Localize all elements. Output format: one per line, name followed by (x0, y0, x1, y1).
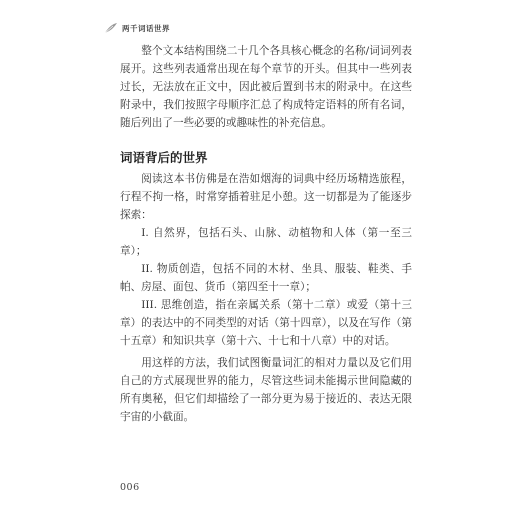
section-paragraph-2: 用这样的方法，我们试图衡量词汇的相对力量以及它们用自己的方式展现世界的能力，尽管这些词未能揭示世间隐藏的所有奥秘，但它们却描绘了一部分更为易于接近的、表达无限宇宙的小截面。 (120, 357, 412, 423)
section-heading: 词语背后的世界 (120, 150, 208, 165)
list-item-thought: III. 思维创造，指在亲属关系（第十二章）或爱（第十三章）的表达中的不同类型的对话（第十四章），以及在写作（第十五章）和知识共享（第十六、十七和十八章）中的对话。 (120, 299, 412, 347)
book-page (86, 0, 436, 520)
intro-text-block (120, 42, 412, 132)
intro-paragraph: 整个文本结构围绕二十几个各具核心概念的名称/词词列表展开。这些列表通常出现在每个章节的开头。但其中一些列表过长，无法放在正文中，因此被后置到书末的附录中。在这些附录中，我们按照字母顺序汇总了构成特定语料的所有名词，随后列出了一些必要的或趣味性的补充信息。 (120, 45, 412, 129)
header-title: 两千词话世界 (122, 23, 170, 33)
list-item-nature: I. 自然界，包括石头、山脉、动植物和人体（第一至三章）； (120, 227, 412, 257)
section-body (120, 170, 412, 426)
list-item-material: II. 物质创造，包括不同的木材、坐具、服装、鞋类、手帕、房屋、面包、货币（第四至十一章）； (120, 263, 412, 293)
page-number: 006 (120, 482, 140, 493)
running-header (104, 22, 170, 34)
feather-icon (104, 22, 118, 34)
section-paragraph-1: 阅读这本书仿佛是在浩如烟海的词典中经历场精选旅程，行程不拘一格，时常穿插着驻足小憩。这一切都是为了能逐步探索： (120, 173, 412, 221)
